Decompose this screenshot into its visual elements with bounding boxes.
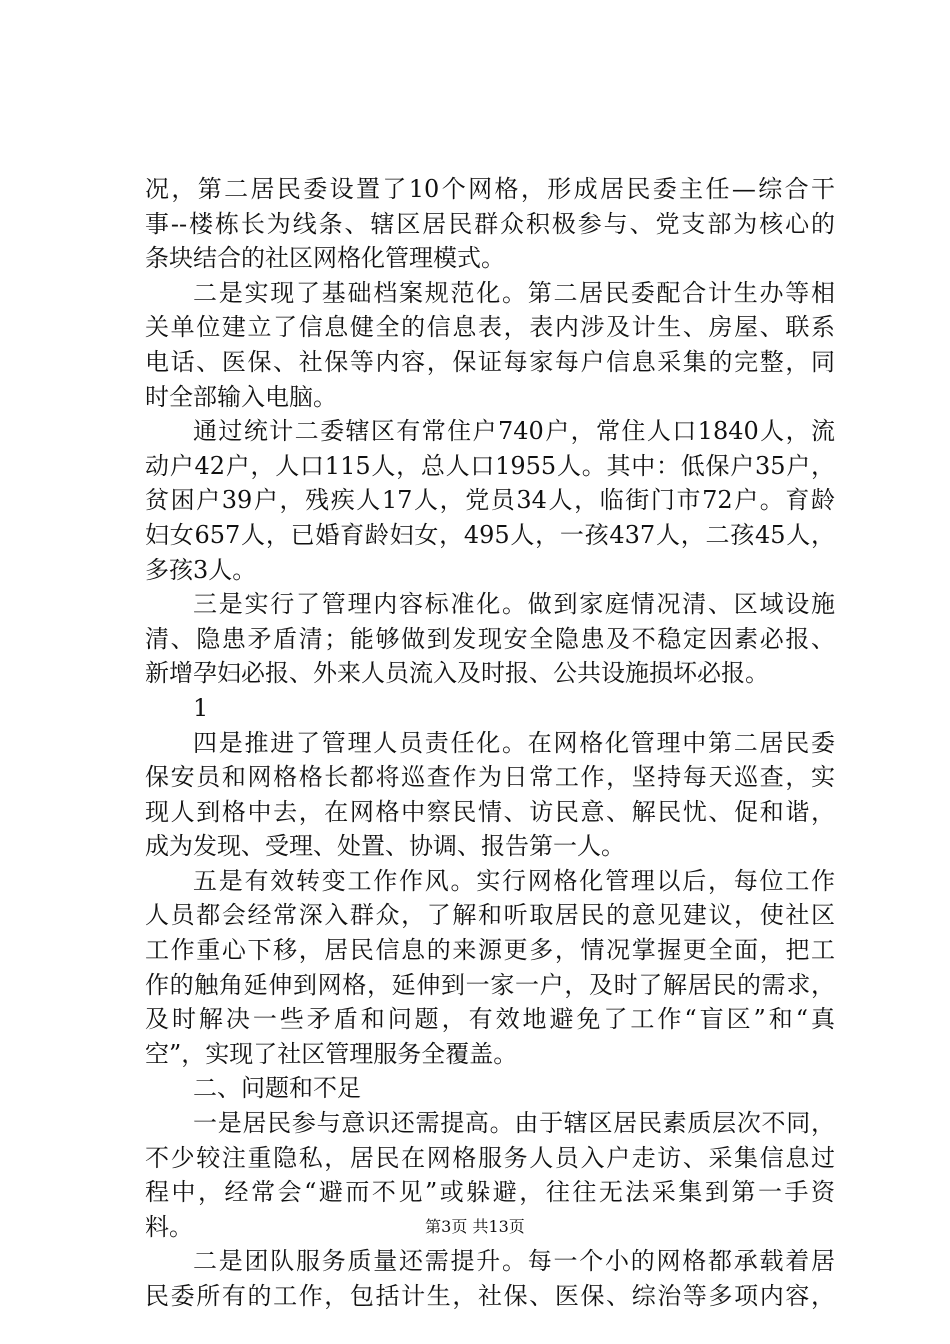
- text-line: 二是团队服务质量还需提升。每一个小的网格都承载着居: [193, 1247, 835, 1276]
- text-line: 及时解决一些矛盾和问题，有效地避免了工作“盲区”和“真: [145, 1005, 835, 1034]
- text-line: 空”，实现了社区管理服务全覆盖。: [145, 1039, 518, 1068]
- text-line: 作的触角延伸到网格，延伸到一家一户，及时了解居民的需求，: [145, 970, 835, 999]
- text-line: 况，第二居民委设置了10个网格，形成居民委主任—综合干: [145, 175, 835, 203]
- text-line: 新增孕妇必报、外来人员流入及时报、公共设施损坏必报。: [145, 659, 769, 688]
- text-line: 通过统计二委辖区有常住户740户，常住人口1840人，流: [193, 417, 835, 446]
- text-line: 条块结合的社区网格化管理模式。: [145, 244, 505, 273]
- text-line: 工作重心下移，居民信息的来源更多，情况掌握更全面，把工: [145, 936, 835, 965]
- text-line: 四是推进了管理人员责任化。在网格化管理中第二居民委: [193, 728, 835, 757]
- text-line: 动户42户，人口115人，总人口1955人。其中：低保户35户，: [145, 451, 835, 480]
- text-line: 清、隐患矛盾清；能够做到发现安全隐患及不稳定因素必报、: [145, 624, 835, 653]
- text-line: 五是有效转变工作作风。实行网格化管理以后，每位工作: [193, 866, 835, 895]
- inline-page-number: 1: [193, 693, 209, 722]
- text-line: 时全部输入电脑。: [145, 382, 337, 411]
- text-line: 成为发现、受理、处置、协调、报告第一人。: [145, 832, 625, 861]
- page-footer: [0, 1214, 950, 1237]
- text-line: 关单位建立了信息健全的信息表，表内涉及计生、房屋、联系: [145, 313, 835, 342]
- page-number-label: 第3页 共13页: [425, 1217, 525, 1236]
- text-line: 民委所有的工作，包括计生，社保、医保、综治等多项内容，: [145, 1282, 835, 1310]
- text-line: 多孩3人。: [145, 555, 257, 584]
- document-body: [145, 172, 835, 1314]
- text-line: 妇女657人，已婚育龄妇女，495人，一孩437人，二孩45人，: [145, 520, 835, 549]
- text-line: 保安员和网格格长都将巡查作为日常工作，坚持每天巡查，实: [145, 763, 835, 792]
- text-line: 现人到格中去，在网格中察民情、访民意、解民忧、促和谐，: [145, 797, 835, 826]
- text-line: 事--楼栋长为线条、辖区居民群众积极参与、党支部为核心的: [145, 209, 835, 238]
- text-line: 二是实现了基础档案规范化。第二居民委配合计生办等相: [193, 278, 835, 307]
- text-line: 程中，经常会“避而不见”或躲避，往往无法采集到第一手资: [145, 1178, 835, 1207]
- text-line: 人员都会经常深入群众，了解和听取居民的意见建议，使社区: [145, 901, 835, 930]
- section-heading: 二、问题和不足: [193, 1074, 361, 1103]
- text-line: 不少较注重隐私，居民在网格服务人员入户走访、采集信息过: [145, 1143, 835, 1172]
- text-line: 电话、医保、社保等内容，保证每家每户信息采集的完整，同: [145, 347, 835, 376]
- text-line: 三是实行了管理内容标准化。做到家庭情况清、区域设施: [193, 590, 835, 619]
- text-line: 贫困户39户，残疾人17人，党员34人，临街门市72户。育龄: [145, 486, 835, 515]
- text-line: 料。: [145, 1212, 193, 1241]
- text-line: 一是居民参与意识还需提高。由于辖区居民素质层次不同，: [193, 1109, 835, 1138]
